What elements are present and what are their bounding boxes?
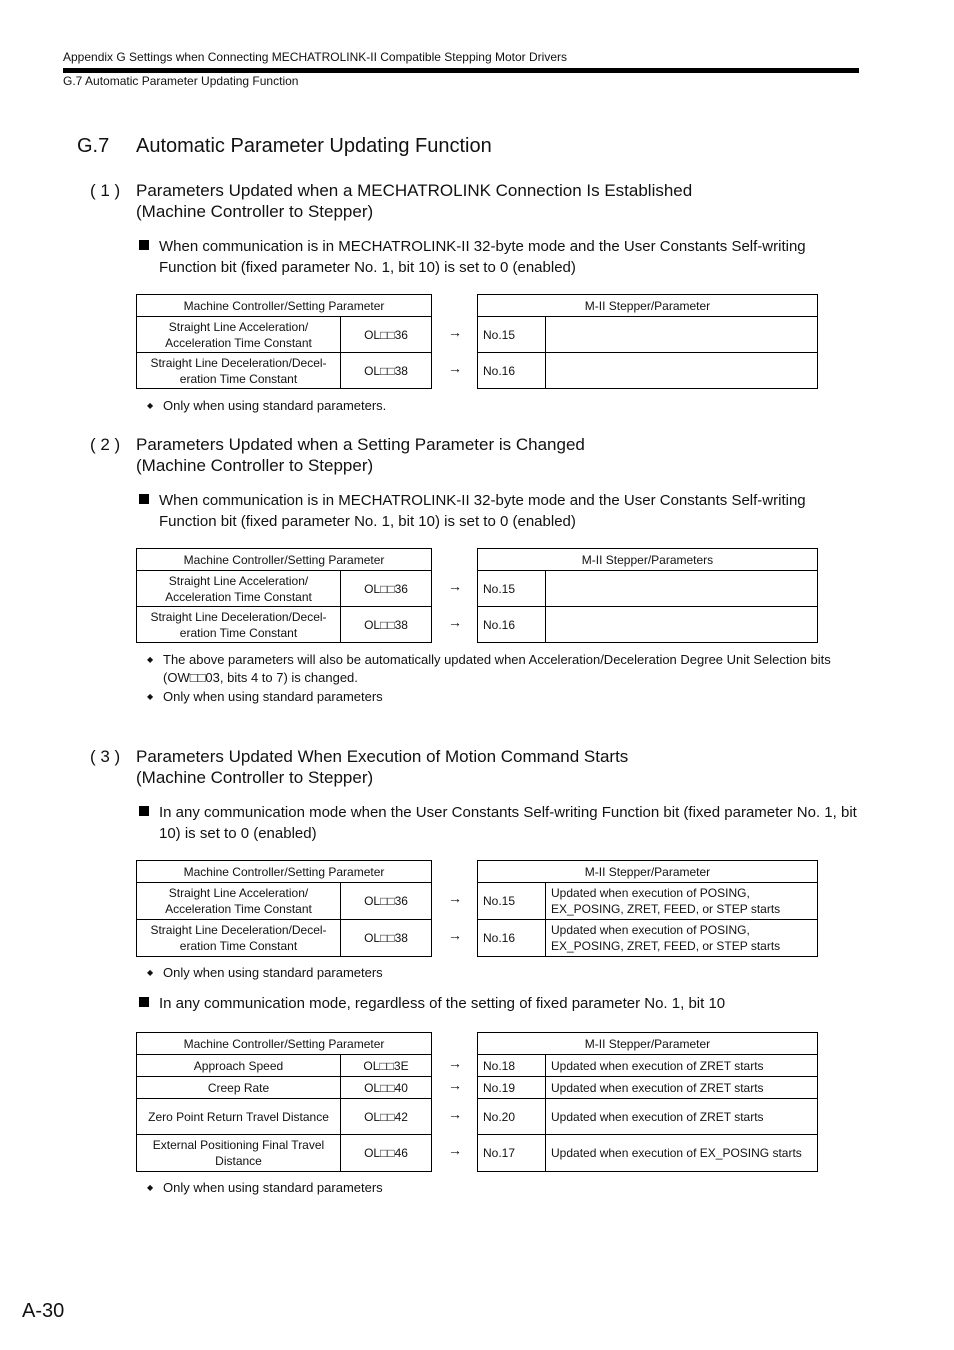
param-register: OL□□36 xyxy=(341,317,432,353)
arrow-icon: → xyxy=(448,578,462,594)
stepper-param-no: No.17 xyxy=(478,1135,546,1172)
diamond-bullet-icon: ◆ xyxy=(147,1183,154,1192)
stepper-param-no: No.15 xyxy=(478,317,546,353)
param-name: External Positioning Final Travel Distance xyxy=(137,1135,341,1172)
param-register: OL□□38 xyxy=(341,353,432,389)
stepper-param-no: No.16 xyxy=(478,607,546,643)
diamond-bullet-icon: ◆ xyxy=(147,401,154,410)
param-name: Approach Speed xyxy=(137,1055,341,1077)
stepper-param-desc xyxy=(546,607,818,643)
table-header: M-II Stepper/Parameters xyxy=(478,549,818,571)
s3-controller-table-1 xyxy=(136,860,432,957)
param-name: Straight Line Acceleration/ Acceleration Time Constant xyxy=(137,317,341,353)
diamond-bullet-icon: ◆ xyxy=(147,968,154,977)
param-name: Straight Line Deceleration/Decel- eration Time Constant xyxy=(137,353,341,389)
square-bullet-icon xyxy=(139,806,149,816)
stepper-param-desc: Updated when execution of ZRET starts xyxy=(546,1055,818,1077)
running-header-section: G.7 Automatic Parameter Updating Function xyxy=(63,74,299,88)
subsection-3-title xyxy=(136,746,836,788)
diamond-bullet-icon: ◆ xyxy=(147,655,154,664)
page-number: A-30 xyxy=(22,1300,65,1322)
stepper-param-no: No.15 xyxy=(478,571,546,607)
subsection-3-title-line1: Parameters Updated When Execution of Motion Command Starts xyxy=(136,747,629,766)
condition-text: In any communication mode when the User Constants Self-writing Function bit (fixed parameter No. 1, bit 10) is set to 0 (enabled) xyxy=(159,804,857,842)
param-name: Straight Line Acceleration/ Acceleration Time Constant xyxy=(137,883,341,920)
square-bullet-icon xyxy=(139,240,149,250)
param-register: OL□□36 xyxy=(341,571,432,607)
condition-text: In any communication mode, regardless of the setting of fixed parameter No. 1, bit 10 xyxy=(159,995,726,1012)
param-register: OL□□46 xyxy=(341,1135,432,1172)
note-text: Only when using standard parameters xyxy=(163,1180,383,1195)
stepper-param-desc xyxy=(546,571,818,607)
stepper-param-no: No.16 xyxy=(478,353,546,389)
s3-controller-table-2 xyxy=(136,1032,432,1172)
subsection-1-title-line2: (Machine Controller to Stepper) xyxy=(136,202,374,221)
stepper-param-no: No.20 xyxy=(478,1099,546,1135)
s3-stepper-table-2 xyxy=(477,1032,818,1172)
s1-stepper-table xyxy=(477,294,818,389)
diamond-bullet-icon: ◆ xyxy=(147,692,154,701)
param-register: OL□□36 xyxy=(341,883,432,920)
subsection-3-title-line2: (Machine Controller to Stepper) xyxy=(136,768,374,787)
stepper-param-desc xyxy=(546,353,818,389)
subsection-1-title xyxy=(136,180,836,222)
arrow-icon: → xyxy=(448,1055,462,1071)
s2-controller-table xyxy=(136,548,432,643)
stepper-param-no: No.18 xyxy=(478,1055,546,1077)
stepper-param-desc: Updated when execution of POSING, EX_POSING, ZRET, FEED, or STEP starts xyxy=(546,883,818,920)
table-header: Machine Controller/Setting Parameter xyxy=(137,1033,432,1055)
param-register: OL□□38 xyxy=(341,920,432,957)
subsection-2-title-line1: Parameters Updated when a Setting Parameter is Changed xyxy=(136,435,585,454)
section-title-text: Automatic Parameter Updating Function xyxy=(136,135,492,157)
subsection-1-title-line1: Parameters Updated when a MECHATROLINK Connection Is Established xyxy=(136,181,693,200)
stepper-param-no: No.19 xyxy=(478,1077,546,1099)
arrow-icon: → xyxy=(448,614,462,630)
stepper-param-desc: Updated when execution of ZRET starts xyxy=(546,1099,818,1135)
table-header: Machine Controller/Setting Parameter xyxy=(137,295,432,317)
table-header: M-II Stepper/Parameter xyxy=(478,1033,818,1055)
s3-stepper-table-1 xyxy=(477,860,818,957)
stepper-param-desc: Updated when execution of EX_POSING starts xyxy=(546,1135,818,1172)
param-name: Straight Line Deceleration/Decel- eration Time Constant xyxy=(137,920,341,957)
subsection-2-title-line2: (Machine Controller to Stepper) xyxy=(136,456,374,475)
note-text: Only when using standard parameters xyxy=(163,689,383,704)
table-header: M-II Stepper/Parameter xyxy=(478,295,818,317)
arrow-icon: → xyxy=(448,927,462,943)
stepper-param-no: No.16 xyxy=(478,920,546,957)
param-name: Straight Line Acceleration/ Acceleration Time Constant xyxy=(137,571,341,607)
condition-text: When communication is in MECHATROLINK-II 32-byte mode and the User Constants Self-writing Function bit (fixed parameter No. 1, bit 10) is set to 0 (enabled) xyxy=(159,492,806,530)
subsection-2-title xyxy=(136,434,836,476)
note-text: Only when using standard parameters xyxy=(163,965,383,980)
table-header: Machine Controller/Setting Parameter xyxy=(137,861,432,883)
param-register: OL□□42 xyxy=(341,1099,432,1135)
table-header: M-II Stepper/Parameter xyxy=(478,861,818,883)
subsection-3-number: ( 3 ) xyxy=(90,747,121,766)
param-register: OL□□3E xyxy=(341,1055,432,1077)
note-text: Only when using standard parameters. xyxy=(163,398,387,413)
section-title xyxy=(77,135,492,158)
arrow-icon: → xyxy=(448,360,462,376)
square-bullet-icon xyxy=(139,997,149,1007)
stepper-param-desc xyxy=(546,317,818,353)
section-number: G.7 xyxy=(77,135,110,157)
running-header-chapter: Appendix G Settings when Connecting MECHATROLINK-II Compatible Stepping Motor Drivers xyxy=(63,50,567,64)
arrow-icon: → xyxy=(448,324,462,340)
param-name: Creep Rate xyxy=(137,1077,341,1099)
param-name: Zero Point Return Travel Distance xyxy=(137,1099,341,1135)
note-text: The above parameters will also be automatically updated when Acceleration/Deceleration Degree Unit Selection bits (OW□□03, bits 4 to 7) is changed. xyxy=(163,652,831,685)
param-register: OL□□40 xyxy=(341,1077,432,1099)
param-name: Straight Line Deceleration/Decel- eration Time Constant xyxy=(137,607,341,643)
header-rule xyxy=(63,68,859,73)
subsection-2-number: ( 2 ) xyxy=(90,435,121,454)
square-bullet-icon xyxy=(139,494,149,504)
subsection-1-number: ( 1 ) xyxy=(90,181,121,200)
stepper-param-no: No.15 xyxy=(478,883,546,920)
arrow-icon: → xyxy=(448,890,462,906)
s2-stepper-table xyxy=(477,548,818,643)
s1-controller-table xyxy=(136,294,432,389)
table-header: Machine Controller/Setting Parameter xyxy=(137,549,432,571)
arrow-icon: → xyxy=(448,1077,462,1093)
condition-text: When communication is in MECHATROLINK-II 32-byte mode and the User Constants Self-writing Function bit (fixed parameter No. 1, bit 10) is set to 0 (enabled) xyxy=(159,238,806,276)
stepper-param-desc: Updated when execution of POSING, EX_POSING, ZRET, FEED, or STEP starts xyxy=(546,920,818,957)
param-register: OL□□38 xyxy=(341,607,432,643)
arrow-icon: → xyxy=(448,1142,462,1158)
arrow-icon: → xyxy=(448,1106,462,1122)
stepper-param-desc: Updated when execution of ZRET starts xyxy=(546,1077,818,1099)
